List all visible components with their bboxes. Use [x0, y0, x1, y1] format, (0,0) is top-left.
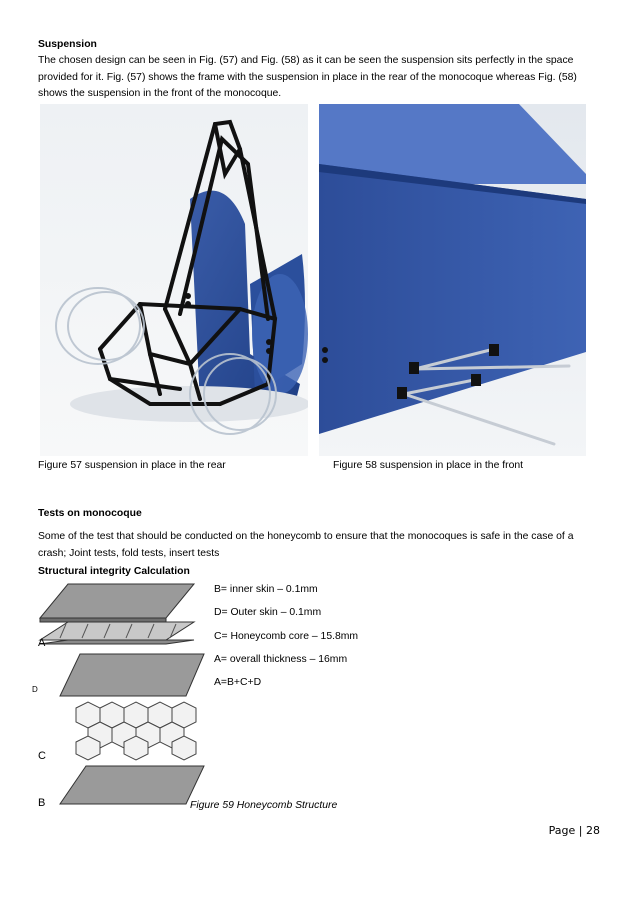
- figure-59-caption: Figure 59 Honeycomb Structure: [190, 800, 338, 811]
- label-d: D: [32, 685, 38, 694]
- honeycomb-drawing: [36, 578, 211, 814]
- structural-heading: Structural integrity Calculation: [38, 566, 190, 577]
- figure-58-caption: Figure 58 suspension in place in the front: [333, 460, 524, 471]
- suspension-paragraph: The chosen design can be seen in Fig. (57) and Fig. (58) as it can be seen the suspension sits perfectly in the space provided for it. Fig. (57) shows the frame with the suspension in place in the rear of the monocoque whereas Fig. (58) shows the suspension in the front of the monocoque.: [38, 55, 577, 99]
- tests-heading: Tests on monocoque: [38, 508, 142, 519]
- figure-57-render: [40, 104, 308, 456]
- figure-58-render: [319, 104, 586, 456]
- suspension-heading: Suspension: [38, 39, 97, 50]
- label-b: B: [38, 797, 46, 809]
- definition-line: B= inner skin – 0.1mm: [214, 584, 318, 595]
- label-c: C: [38, 750, 46, 762]
- page-number: Page | 28: [548, 824, 600, 837]
- figure-57-caption: Figure 57 suspension in place in the rear: [38, 460, 226, 471]
- tests-paragraph: Some of the test that should be conducted on the honeycomb to ensure that the monocoques is safe in the case of a crash; Joint tests, fold tests, insert tests: [38, 531, 574, 559]
- figure-58-image: [319, 104, 586, 456]
- definition-line: A=B+C+D: [214, 677, 262, 689]
- definition-line: C= Honeycomb core – 15.8mm: [214, 630, 359, 642]
- label-a: A: [38, 637, 46, 649]
- structural-definitions: [214, 578, 358, 694]
- definition-line: D= Outer skin – 0.1mm: [214, 607, 322, 619]
- figure-57-image: [40, 104, 308, 456]
- definition-line: A= overall thickness – 16mm: [214, 653, 348, 665]
- honeycomb-diagram: [36, 578, 211, 814]
